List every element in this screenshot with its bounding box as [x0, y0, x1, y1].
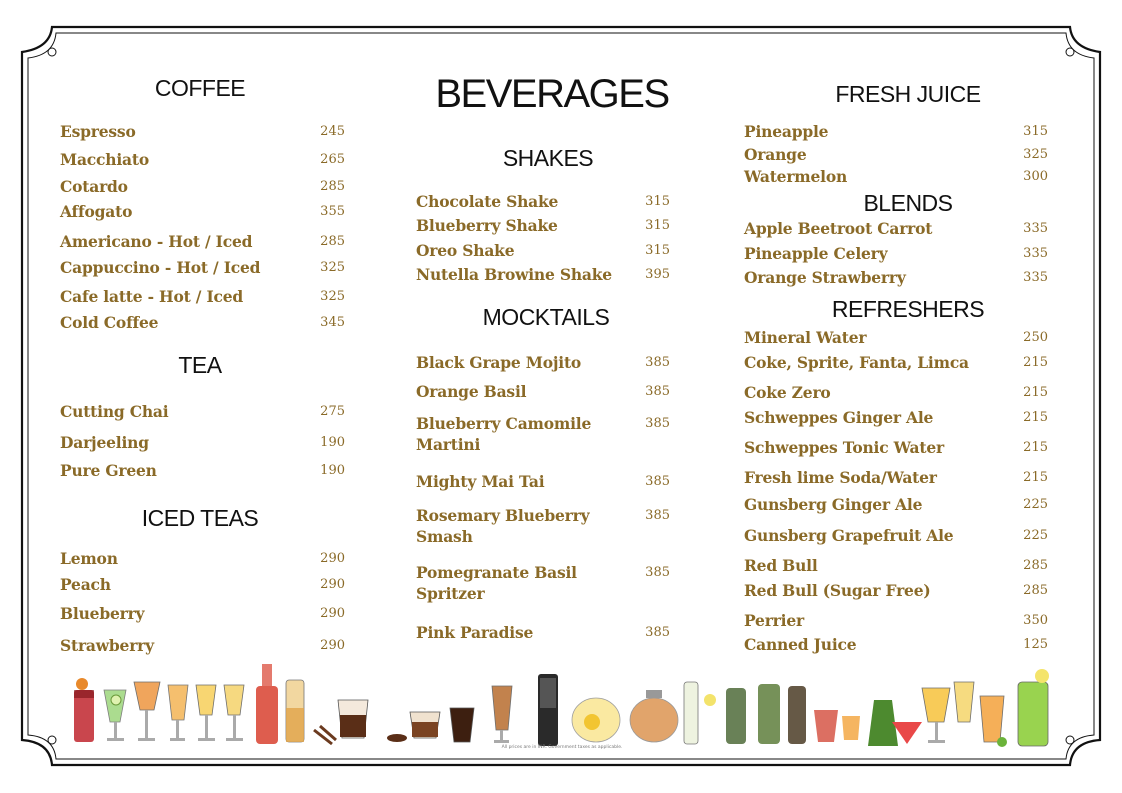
menu-item [416, 240, 670, 261]
item-name [416, 413, 591, 455]
item-name-line2: Smash [416, 527, 473, 546]
item-name: Pineapple [744, 122, 829, 141]
menu-item [744, 166, 1048, 187]
menu-item [744, 121, 1048, 142]
item-price: 225 [1023, 497, 1048, 512]
item-price: 190 [320, 435, 345, 450]
menu-item [60, 603, 345, 624]
item-name: Cappuccino - Hot / Iced [60, 258, 261, 277]
item-price: 385 [645, 625, 670, 640]
item-name: Cutting Chai [60, 402, 169, 421]
item-price: 325 [320, 289, 345, 304]
item-name: Espresso [60, 122, 136, 141]
item-name: Pure Green [60, 461, 157, 480]
menu-item [416, 381, 670, 402]
item-price: 325 [1023, 147, 1048, 162]
item-price: 215 [1023, 440, 1048, 455]
menu-item [744, 437, 1048, 458]
item-name: Orange Strawberry [744, 268, 906, 287]
item-name-line1: Rosemary Blueberry [416, 506, 590, 525]
menu-item [416, 622, 670, 643]
item-name: Macchiato [60, 150, 149, 169]
item-price: 275 [320, 404, 345, 419]
item-price: 190 [320, 463, 345, 478]
item-name: Cafe latte - Hot / Iced [60, 287, 244, 306]
item-name-line1: Pomegranate Basil [416, 563, 577, 582]
menu-item [744, 267, 1048, 288]
item-name: Gunsberg Ginger Ale [744, 495, 923, 514]
menu-item [416, 191, 670, 212]
item-price: 245 [320, 124, 345, 139]
item-name-line1: Blueberry Camomile [416, 414, 592, 433]
menu-item [416, 471, 670, 492]
menu-item [744, 494, 1048, 515]
item-price: 385 [645, 565, 670, 580]
menu-item [416, 505, 670, 547]
item-price: 395 [645, 267, 670, 282]
section-title-coffee: COFFEE [154, 75, 246, 101]
section-title-mocktails: MOCKTAILS [482, 304, 610, 330]
item-name-line2: Martini [416, 435, 481, 454]
menu-item [744, 243, 1048, 264]
item-name [416, 505, 589, 547]
item-name: Gunsberg Grapefruit Ale [744, 526, 954, 545]
item-price: 215 [1023, 410, 1048, 425]
item-name: Pineapple Celery [744, 244, 888, 263]
item-price: 290 [320, 606, 345, 621]
menu-title: BEVERAGES [435, 72, 669, 116]
item-price: 385 [645, 355, 670, 370]
menu-item [744, 525, 1048, 546]
menu-item [416, 562, 670, 604]
menu-item [744, 610, 1048, 631]
item-name: Blueberry [60, 604, 145, 623]
item-price: 315 [645, 243, 670, 258]
item-price: 350 [1023, 613, 1048, 628]
item-price: 215 [1023, 385, 1048, 400]
menu-item [60, 176, 345, 197]
item-price: 300 [1023, 169, 1048, 184]
item-price: 345 [320, 315, 345, 330]
menu-item [60, 231, 345, 252]
item-name: Orange [744, 145, 807, 164]
item-price: 385 [645, 416, 670, 431]
item-price: 265 [320, 152, 345, 167]
item-name: Cotardo [60, 177, 128, 196]
item-price: 335 [1023, 221, 1048, 236]
item-name: Blueberry Shake [416, 216, 558, 235]
section-title-refreshers: REFRESHERS [831, 296, 985, 322]
item-price: 315 [1023, 124, 1048, 139]
menu-item [744, 382, 1048, 403]
menu-item [416, 352, 670, 373]
item-name: Apple Beetroot Carrot [744, 219, 933, 238]
item-price: 215 [1023, 470, 1048, 485]
item-name: Canned Juice [744, 635, 857, 654]
item-name: Chocolate Shake [416, 192, 559, 211]
menu-item [60, 460, 345, 481]
menu-item [60, 401, 345, 422]
item-price: 335 [1023, 270, 1048, 285]
item-price: 225 [1023, 528, 1048, 543]
item-price: 315 [645, 218, 670, 233]
item-name: Coke, Sprite, Fanta, Limca [744, 353, 969, 372]
item-name: Cold Coffee [60, 313, 159, 332]
menu-item [60, 548, 345, 569]
menu-item [744, 580, 1048, 601]
menu-item [60, 635, 345, 656]
item-name: Americano - Hot / Iced [60, 232, 253, 251]
item-name: Coke Zero [744, 383, 831, 402]
footnote: All prices are in INR. Government taxes as applicable. [501, 745, 623, 750]
item-name: Fresh lime Soda/Water [744, 468, 937, 487]
item-price: 325 [320, 260, 345, 275]
section-title-fresh-juice: FRESH JUICE [835, 81, 981, 107]
item-name: Perrier [744, 611, 804, 630]
menu-item [744, 467, 1048, 488]
item-price: 385 [645, 508, 670, 523]
menu-item [416, 413, 670, 455]
item-price: 355 [320, 204, 345, 219]
item-price: 125 [1023, 637, 1048, 652]
item-price: 335 [1023, 246, 1048, 261]
item-price: 290 [320, 577, 345, 592]
item-name: Black Grape Mojito [416, 353, 582, 372]
item-name: Red Bull [744, 556, 818, 575]
item-price: 290 [320, 551, 345, 566]
item-name: Peach [60, 575, 111, 594]
item-name: Lemon [60, 549, 118, 568]
item-name: Pink Paradise [416, 623, 534, 642]
item-name-line2: Spritzer [416, 584, 485, 603]
menu-item [60, 121, 345, 142]
drinks-illustration [62, 660, 1060, 748]
menu-item [744, 555, 1048, 576]
menu-item [60, 201, 345, 222]
menu-item [744, 327, 1048, 348]
item-name: Mineral Water [744, 328, 867, 347]
section-title-blends: BLENDS [863, 190, 953, 216]
item-name: Strawberry [60, 636, 154, 655]
item-name: Orange Basil [416, 382, 527, 401]
menu-item [60, 149, 345, 170]
item-name: Affogato [60, 202, 133, 221]
item-price: 250 [1023, 330, 1048, 345]
menu-item [744, 407, 1048, 428]
section-title-tea: TEA [178, 352, 222, 378]
item-name: Schweppes Tonic Water [744, 438, 944, 457]
menu-item [60, 257, 345, 278]
menu-item [744, 634, 1048, 655]
item-price: 285 [1023, 558, 1048, 573]
item-name: Oreo Shake [416, 241, 515, 260]
menu-item [60, 312, 345, 333]
item-name [416, 562, 577, 604]
menu-item [60, 574, 345, 595]
menu-item [60, 286, 345, 307]
item-name: Darjeeling [60, 433, 149, 452]
item-price: 290 [320, 638, 345, 653]
item-price: 215 [1023, 355, 1048, 370]
item-name: Schweppes Ginger Ale [744, 408, 934, 427]
item-price: 285 [1023, 583, 1048, 598]
section-title-iced-teas: ICED TEAS [141, 505, 259, 531]
item-price: 385 [645, 384, 670, 399]
menu-item [416, 215, 670, 236]
item-price: 285 [320, 179, 345, 194]
item-price: 385 [645, 474, 670, 489]
item-price: 315 [645, 194, 670, 209]
menu-item [744, 218, 1048, 239]
item-name: Nutella Browine Shake [416, 265, 612, 284]
menu-item [60, 432, 345, 453]
menu-item [744, 352, 1048, 373]
item-name: Watermelon [744, 167, 848, 186]
item-name: Red Bull (Sugar Free) [744, 581, 931, 600]
menu-item [416, 264, 670, 285]
item-price: 285 [320, 234, 345, 249]
item-name: Mighty Mai Tai [416, 472, 545, 491]
menu-item [744, 144, 1048, 165]
section-title-shakes: SHAKES [502, 145, 594, 171]
